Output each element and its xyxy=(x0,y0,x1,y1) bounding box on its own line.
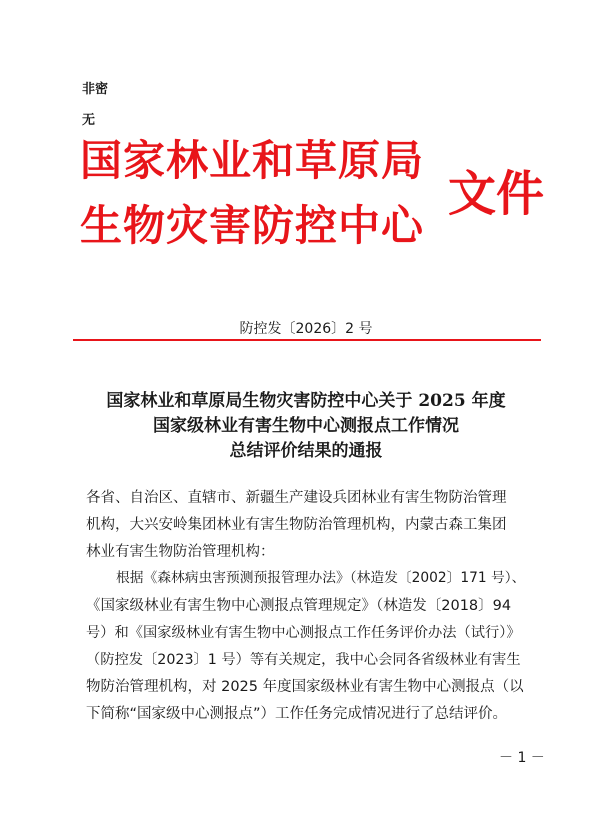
issuer-name-line1: 国家林业和草原局 xyxy=(80,136,425,185)
paragraph-line: 物防治管理机构，对 2025 年度国家级林业有害生物中心测报点（以 xyxy=(86,679,524,695)
paragraph-line: 下简称“国家级中心测报点”）工作任务完成情况进行了总结评价。 xyxy=(86,706,508,722)
addressee-line: 各省、自治区、直辖市、新疆生产建设兵团林业有害生物防治管理 xyxy=(86,490,507,506)
page-number: － 1 － xyxy=(499,750,545,766)
paragraph-line: 根据《森林病虫害预测预报管理办法》（林造发〔2002〕171 号）、 xyxy=(116,570,526,586)
document-type-label: 文件 xyxy=(448,166,545,222)
addressee-line: 机构，大兴安岭集团林业有害生物防治管理机构，内蒙古森工集团 xyxy=(86,517,507,533)
paragraph-line: （防控发〔2023〕1 号）等有关规定，我中心会同各省级林业有害生 xyxy=(86,652,521,668)
document-title-line1: 国家林业和草原局生物灾害防控中心关于 2025 年度 xyxy=(106,391,506,411)
red-separator-line xyxy=(73,339,541,341)
secrecy-label: 非密 xyxy=(82,82,109,97)
addressee-line: 林业有害生物防治管理机构： xyxy=(86,544,275,560)
paragraph-line: 《国家级林业有害生物中心测报点管理规定》（林造发〔2018〕94 xyxy=(86,598,512,614)
document-number: 防控发〔2026〕2 号 xyxy=(239,321,373,337)
issuer-name-line2: 生物灾害防控中心 xyxy=(80,201,425,250)
document-title-line3: 总结评价结果的通报 xyxy=(229,441,383,461)
urgency-level-label: 无 xyxy=(82,113,96,128)
paragraph-line: 号）和《国家级林业有害生物中心测报点工作任务评价办法（试行）》 xyxy=(86,625,521,641)
document-title-line2: 国家级林业有害生物中心测报点工作情况 xyxy=(153,416,459,436)
